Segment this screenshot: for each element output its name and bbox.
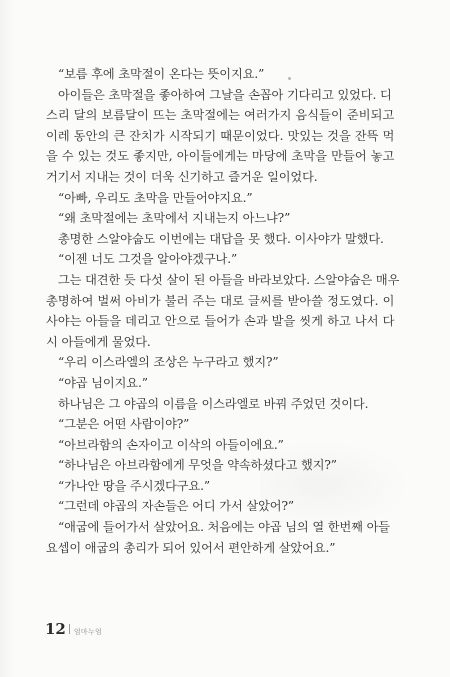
text-line: 스리 달의 보름달이 뜨는 초막절에는 여러가지 음식들이 준비되고 [46, 108, 395, 123]
text-line: 을 수 있는 것도 좋지만, 아이들에게는 마당에 초막을 만들어 놓고 [46, 149, 395, 164]
body-text [46, 64, 414, 558]
text-line: “그분은 어떤 사람이야?” [58, 417, 190, 432]
text-line: 사야는 아들을 데리고 안으로 들어가 손과 발을 씻게 하고 나서 다 [46, 314, 395, 329]
text-line: 시 아들에게 물었다. [46, 334, 151, 349]
text-line: “보름 후에 초막절이 온다는 뜻이지요.” [58, 67, 265, 81]
text-line: “애굽에 들어가서 살았어요. 처음에는 야곱 님의 열 한번째 아들 [58, 520, 390, 535]
page-number: 12 [45, 620, 66, 638]
text-line: 그는 대견한 듯 다섯 살이 된 아들을 바라보았다. 스알야숩은 매우 [58, 272, 400, 287]
text-line: 거기서 지내는 것이 더욱 신기하고 즐거운 일이었다. [46, 169, 318, 184]
folio-divider [69, 624, 70, 634]
running-title: 엄마누엄 [73, 628, 103, 636]
text-line: 요셉이 애굽의 총리가 되어 있어서 편안하게 살았어요.” [46, 540, 336, 555]
text-line: 이레 동안의 큰 잔치가 시작되기 때문이었다. 맛있는 것을 잔뜩 먹 [46, 128, 395, 143]
text-line: “우리 이스라엘의 조상은 누구라고 했지?” [58, 355, 279, 370]
page-footer [45, 620, 102, 638]
text-line: “야곱 님이지요.” [58, 375, 148, 390]
text-line: “하나님은 아브라함에게 무엇을 약속하셨다고 했지?” [58, 458, 337, 473]
text-line: “왜 초막절에는 초막에서 지내는지 아느냐?” [58, 211, 291, 226]
text-line: “아브라함의 손자이고 이삭의 아들이에요.” [58, 437, 284, 452]
text-line: 총명한 스알야숩도 이번에는 대답을 못 했다. 이사야가 말했다. [58, 231, 384, 246]
text-line: “이젠 너도 그것을 알아야겠구나.” [58, 252, 238, 267]
text-line: 아이들은 초막절을 좋아하여 그날을 손꼽아 기다리고 있었다. 디 [58, 87, 392, 102]
text-line: “그런데 야곱의 자손들은 어디 가서 살았어?” [58, 499, 295, 514]
text-line: “아빠, 우리도 초막을 만들어야지요.” [58, 190, 253, 205]
text-line: “가나안 땅을 주시겠다구요.” [58, 478, 210, 493]
text-line: 총명하여 벌써 아비가 불러 주는 대로 글씨를 받아쓸 정도였다. 이 [46, 293, 395, 308]
text-line: 하나님은 그 야곱의 이름을 이스라엘로 바꿔 주었던 것이다. [58, 396, 369, 411]
